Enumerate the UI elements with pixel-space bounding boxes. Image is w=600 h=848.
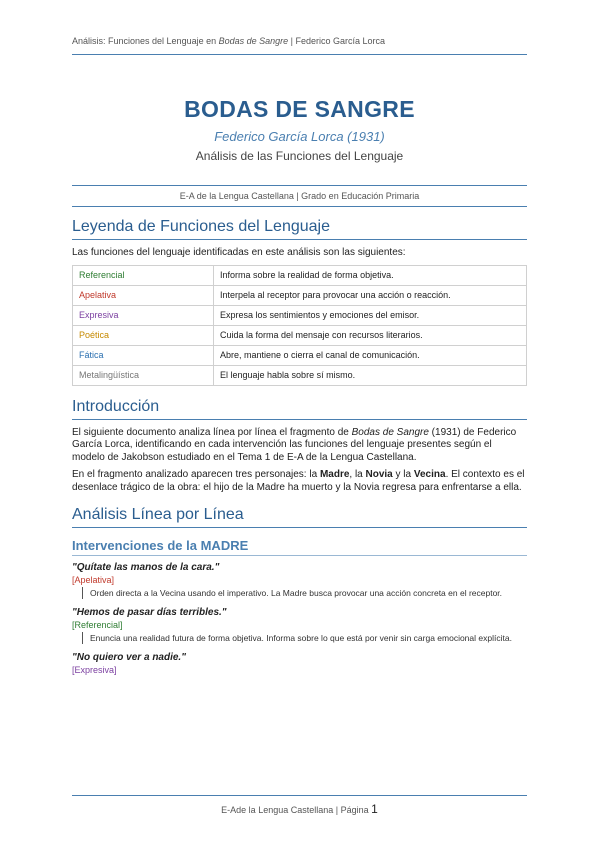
function-name: Metalingüística (73, 365, 214, 385)
table-row (73, 285, 527, 305)
analysis-item (72, 652, 527, 675)
table-row (73, 325, 527, 345)
work-title-italic: Bodas de Sangre (351, 426, 429, 438)
footer-text: E-Ade la Lengua Castellana | Página (221, 805, 372, 815)
page-number: 1 (371, 802, 378, 816)
header-author: Federico García Lorca (295, 36, 386, 46)
quote-line: "No quiero ver a nadie." (72, 652, 186, 663)
function-name: Poética (73, 325, 214, 345)
page-footer (72, 795, 527, 816)
function-description: Interpela al receptor para provocar una acción o reacción. (214, 285, 527, 305)
title-block (72, 96, 527, 163)
header-work-title: Bodas de Sangre (218, 36, 289, 46)
function-description: Abre, mantiene o cierra el canal de comunicación. (214, 345, 527, 365)
intro-heading: Introducción (72, 398, 527, 420)
quote-line: "Quítate las manos de la cara." (72, 562, 220, 573)
legend-table (72, 265, 527, 386)
analysis-item (72, 562, 527, 599)
function-description: Informa sobre la realidad de forma objetiva. (214, 265, 527, 285)
header-separator: | (288, 36, 296, 46)
document-body (72, 218, 527, 677)
table-row (73, 265, 527, 285)
legend-intro: Las funciones del lenguaje identificadas en este análisis son las siguientes: (72, 247, 406, 258)
analysis-item (72, 607, 527, 644)
author-year: Federico García Lorca (1931) (214, 129, 385, 144)
function-description: Expresa los sentimientos y emociones del emisor. (214, 305, 527, 325)
intro-paragraph-1 (72, 427, 527, 465)
function-name: Expresiva (73, 305, 214, 325)
function-tag: [Referencial] (72, 620, 123, 630)
intro-text: El siguiente documento analiza línea por línea el fragmento de (72, 426, 352, 438)
running-header (72, 36, 527, 55)
table-row (73, 365, 527, 385)
character-madre: Madre (319, 469, 350, 480)
course-line: E-A de la Lengua Castellana | Grado en Educación Primaria (72, 185, 527, 207)
quote-line: "Hemos de pasar días terribles." (72, 607, 227, 618)
character-novia: Novia (365, 469, 393, 480)
function-tag: [Apelativa] (72, 575, 115, 585)
function-name: Referencial (73, 265, 214, 285)
explanation: Enuncia una realidad futura de forma objetiva. Informa sobre lo que está por venir sin carga emocional explícita. (82, 632, 527, 644)
header-prefix: Análisis: Funciones del Lenguaje en (72, 36, 219, 46)
document-title: BODAS DE SANGRE (184, 96, 415, 122)
explanation: Orden directa a la Vecina usando el imperativo. La Madre busca provocar una acción concreta en el receptor. (82, 587, 527, 599)
intro-text: (1931) de Federico García Lorca, identificando en cada intervención las funciones del lenguaje presentes según el modelo de Jakobson estudiado en el Tema 1 de E-A de la Lengua Castellana. (72, 426, 517, 463)
legend-heading: Leyenda de Funciones del Lenguaje (72, 218, 527, 240)
madre-subheading: Intervenciones de la MADRE (72, 538, 527, 556)
character-vecina: Vecina (413, 469, 446, 480)
intro-paragraph-2 (72, 469, 527, 494)
function-description: Cuida la forma del mensaje con recursos literarios. (214, 325, 527, 345)
intro-text: y la (392, 469, 414, 480)
function-description: El lenguaje habla sobre sí mismo. (214, 365, 527, 385)
function-tag: [Expresiva] (72, 665, 117, 675)
intro-text: , la (349, 469, 366, 480)
table-row (73, 305, 527, 325)
function-name: Apelativa (73, 285, 214, 305)
function-name: Fática (73, 345, 214, 365)
intro-text: En el fragmento analizado aparecen tres personajes: la (72, 469, 320, 480)
document-subtitle: Análisis de las Funciones del Lenguaje (195, 149, 404, 163)
table-row (73, 345, 527, 365)
analysis-heading: Análisis Línea por Línea (72, 506, 527, 528)
intro-text: . El contexto es el desenlace trágico de la obra: el hijo de la Madre ha muerto y la Novia regresa para enfrentarse a ella. (72, 469, 525, 493)
